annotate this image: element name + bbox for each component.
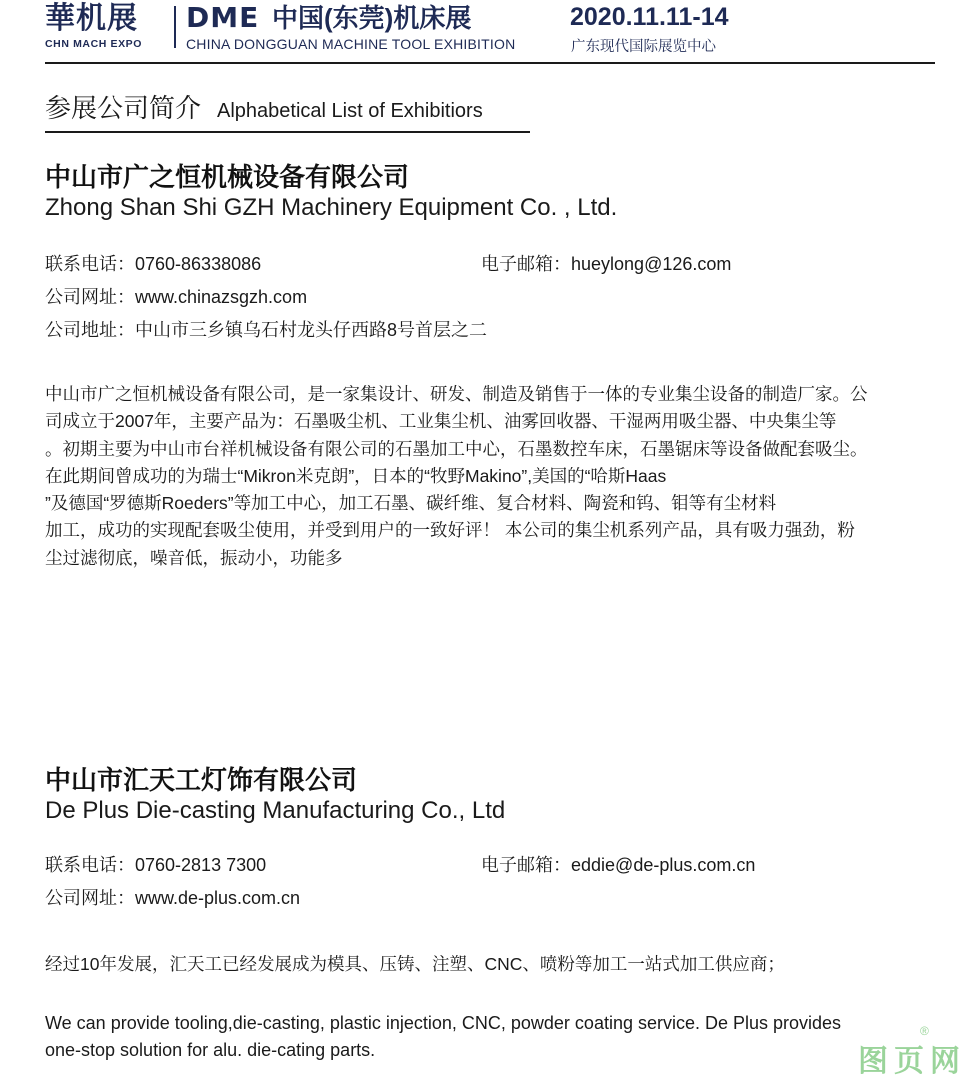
header-rule xyxy=(45,62,935,64)
description-line: ”及德国“罗德斯Roeders”等加工中心，加工石墨、碳纤维、复合材料、陶瓷和钨、钼等有尘材料 xyxy=(45,493,777,514)
header-divider xyxy=(174,6,176,48)
show-title-cn: 中国(东莞)机床展 xyxy=(272,3,472,33)
company-address: 公司地址：中山市三乡镇乌石村龙头仔西路8号首层之二 xyxy=(45,320,488,340)
company-email: 电子邮箱：hueylong@126.com xyxy=(481,254,732,274)
section-title-en: Alphabetical List of Exhibitiors xyxy=(217,100,483,122)
company-name-cn: 中山市广之恒机械设备有限公司 xyxy=(45,162,410,192)
company-email: 电子邮箱：eddie@de-plus.com.cn xyxy=(481,855,756,875)
company-description-cn xyxy=(45,951,785,978)
show-date: 2020.11.11-14 xyxy=(570,3,729,31)
expo-logo-cn: 華机展 xyxy=(45,2,138,35)
company-name-en: Zhong Shan Shi GZH Machinery Equipment Co. , Ltd. xyxy=(45,194,618,221)
description-line: 加工，成功的实现配套吸尘使用，并受到用户的一致好评！ 本公司的集尘机系列产品，具有吸力强劲，粉 xyxy=(45,520,855,541)
watermark-registered-mark: ® xyxy=(920,1024,929,1038)
company-description xyxy=(45,381,868,572)
description-line: 中山市广之恒机械设备有限公司，是一家集设计、研发、制造及销售于一体的专业集尘设备的制造厂家。公 xyxy=(45,384,868,404)
expo-logo-en: CHN MACH EXPO xyxy=(45,38,143,50)
description-line: 在此期间曾成功的为瑞士“Mikron米克朗”，日本的“牧野Makino”,美国的“哈斯Haas xyxy=(45,465,667,486)
section-rule xyxy=(45,131,530,133)
company-name-cn: 中山市汇天工灯饰有限公司 xyxy=(45,765,358,795)
company-name-en: De Plus Die-casting Manufacturing Co., Ltd xyxy=(45,797,506,824)
description-line: 经过10年发展，汇天工已经发展成为模具、压铸、注塑、CNC、喷粉等加工一站式加工供应商； xyxy=(45,954,785,974)
dme-logo: DME xyxy=(186,1,260,34)
section-title-cn: 参展公司简介 xyxy=(45,93,202,123)
description-line: We can provide tooling,die-casting, plastic injection, CNC, powder coating service. De Plus provides xyxy=(45,1013,842,1033)
description-line: 司成立于2007年，主要产品为：石墨吸尘机、工业集尘机、油雾回收器、干湿两用吸尘器、中央集尘等 xyxy=(45,411,837,432)
description-line: 尘过滤彻底，噪音低，振动小，功能多 xyxy=(45,547,343,568)
company-description-en xyxy=(45,1010,841,1065)
section-title xyxy=(45,88,483,125)
watermark: 图页网 xyxy=(858,1045,966,1078)
description-line: 。初期主要为中山市台祥机械设备有限公司的石墨加工中心，石墨数控车床，石墨锯床等设备做配套吸尘。 xyxy=(45,438,868,459)
company-website: 公司网址：www.chinazsgzh.com xyxy=(45,287,308,307)
company-website: 公司网址：www.de-plus.com.cn xyxy=(45,888,301,908)
show-title-en: CHINA DONGGUAN MACHINE TOOL EXHIBITION xyxy=(186,36,516,52)
show-venue: 广东现代国际展览中心 xyxy=(571,39,716,55)
company-phone: 联系电话：0760-2813 7300 xyxy=(45,855,267,875)
description-line: one-stop solution for alu. die-cating parts. xyxy=(45,1040,376,1061)
company-phone: 联系电话：0760-86338086 xyxy=(45,254,262,274)
